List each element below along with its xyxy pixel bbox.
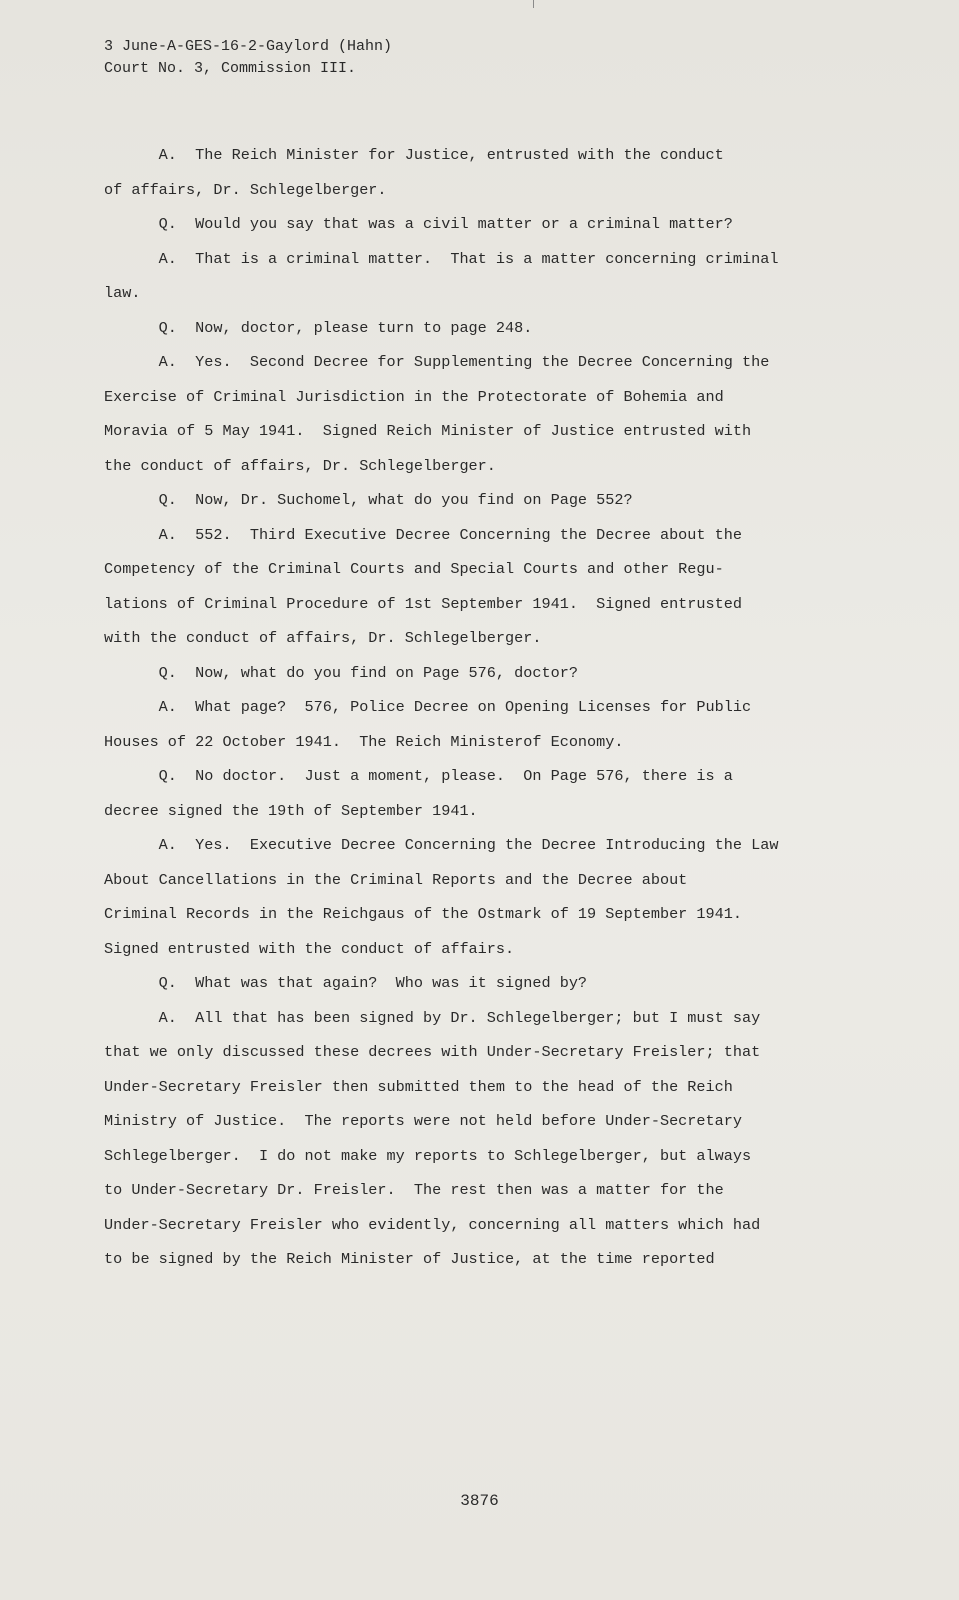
transcript-line: Moravia of 5 May 1941. Signed Reich Minister of Justice entrusted with (104, 422, 752, 440)
transcript-line: A. The Reich Minister for Justice, entrusted with the conduct (104, 146, 724, 164)
transcript-line: Criminal Records in the Reichgaus of the Ostmark of 19 September 1941. (104, 905, 742, 923)
transcript-line: A. Yes. Second Decree for Supplementing the Decree Concerning the (104, 353, 770, 371)
transcript-line: lations of Criminal Procedure of 1st September 1941. Signed entrusted (104, 594, 742, 613)
transcript-line: of affairs, Dr. Schlegelberger. (104, 180, 387, 199)
transcript-line: A. 552. Third Executive Decree Concerning the Decree about the (104, 525, 742, 544)
transcript-line: Signed entrusted with the conduct of affairs. (104, 939, 515, 958)
transcript-line: law. (104, 284, 141, 302)
transcript-line: Q. Now, doctor, please turn to page 248. (104, 318, 533, 337)
transcript-line: the conduct of affairs, Dr. Schlegelberger. (104, 456, 496, 475)
transcript-line: A. Yes. Executive Decree Concerning the Decree Introducing the Law (104, 836, 779, 854)
transcript-line: to be signed by the Reich Minister of Justice, at the time reported (104, 1250, 715, 1268)
transcript-line: Under-Secretary Freisler then submitted them to the head of the Reich (104, 1077, 733, 1096)
transcript-line: About Cancellations in the Criminal Reports and the Decree about (104, 870, 688, 889)
header-line-1: 3 June-A-GES-16-2-Gaylord (Hahn) (104, 38, 393, 55)
transcript-line: Q. Now, Dr. Suchomel, what do you find on Page 552? (104, 491, 633, 509)
transcript-line: Schlegelberger. I do not make my reports to Schlegelberger, but always (104, 1146, 752, 1165)
transcript-line: Q. No doctor. Just a moment, please. On Page 576, there is a (104, 767, 733, 785)
transcript-line: Ministry of Justice. The reports were not held before Under-Secretary (104, 1112, 742, 1130)
transcript-line: Q. What was that again? Who was it signed by? (104, 974, 588, 992)
transcript-line: Houses of 22 October 1941. The Reich Ministerof Economy. (104, 732, 624, 751)
transcript-line: Q. Would you say that was a civil matter or a criminal matter? (104, 215, 733, 233)
page-number: 3876 (460, 1492, 499, 1510)
transcript-line: A. What page? 576, Police Decree on Opening Licenses for Public (104, 698, 752, 716)
transcript-line: to Under-Secretary Dr. Freisler. The rest then was a matter for the (104, 1181, 724, 1199)
transcript-line: Exercise of Criminal Jurisdiction in the Protectorate of Bohemia and (104, 387, 724, 406)
transcript-body (104, 138, 864, 1277)
paper-mark (533, 0, 534, 8)
transcript-line: Q. Now, what do you find on Page 576, doctor? (104, 663, 578, 682)
transcript-line: with the conduct of affairs, Dr. Schlegelberger. (104, 629, 542, 647)
transcript-line: that we only discussed these decrees with Under-Secretary Freisler; that (104, 1043, 761, 1061)
transcript-line: Competency of the Criminal Courts and Special Courts and other Regu- (104, 560, 724, 578)
transcript-line: A. That is a criminal matter. That is a matter concerning criminal (104, 249, 779, 268)
header-line-2: Court No. 3, Commission III. (104, 60, 357, 77)
document-header (104, 36, 392, 80)
transcript-line: A. All that has been signed by Dr. Schlegelberger; but I must say (104, 1008, 761, 1027)
transcript-line: Under-Secretary Freisler who evidently, concerning all matters which had (104, 1215, 761, 1234)
transcript-line: decree signed the 19th of September 1941. (104, 801, 478, 820)
